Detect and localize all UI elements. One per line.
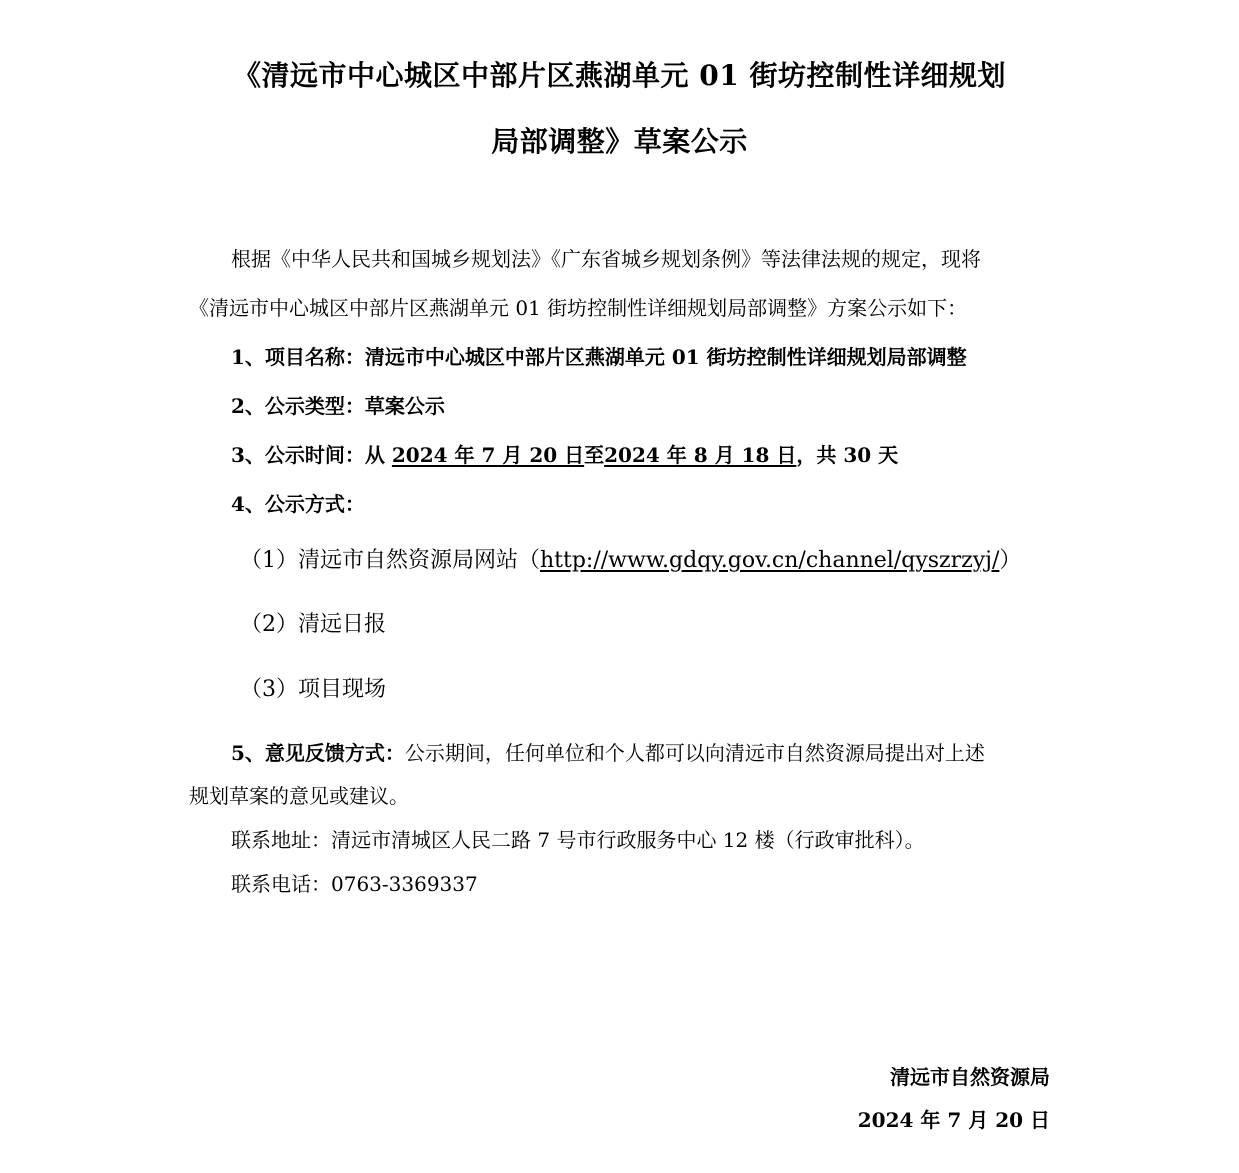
document-title-line-1: 《清远市中心城区中部片区燕湖单元 01 街坊控制性详细规划 [233,59,1006,92]
intro-paragraph-line-2: 《清远市中心城区中部片区燕湖单元 01 街坊控制性详细规划局部调整》方案公示如下： [189,296,968,320]
feedback-text-line-1: 公示期间，任何单位和个人都可以向清远市自然资源局提出对上述 [404,741,985,765]
website-link[interactable]: http://www.gdqy.gov.cn/channel/qyszrzyj/ [540,548,1000,573]
publicity-type-value: 草案公示 [364,394,445,418]
signature-organization: 清远市自然资源局 [890,1065,1050,1089]
feedback-row [231,740,985,766]
feedback-label: 5、意见反馈方式： [231,741,405,765]
publicity-method-label: 4、公示方式： [231,492,365,516]
project-name-row [231,344,967,370]
publicity-time-from: 从 [364,443,392,467]
document-title-line-2: 局部调整》草案公示 [491,125,748,158]
feedback-text-line-2: 规划草案的意见或建议。 [189,784,409,808]
publicity-end-date: 2024 年 8 月 18 日 [604,443,797,467]
contact-address: 联系地址：清远市清城区人民二路 7 号市行政服务中心 12 楼（行政审批科）。 [231,828,925,852]
method-item-newspaper: （2）清远日报 [240,612,386,637]
publicity-total-days: ，共 30 天 [796,443,899,467]
publicity-type-row [231,393,445,419]
publicity-start-date: 2024 年 7 月 20 日 [391,443,585,467]
publicity-type-label: 2、公示类型： [231,394,365,418]
intro-paragraph-line-1: 根据《中华人民共和国城乡规划法》《广东省城乡规划条例》等法律法规的规定，现将 [231,247,981,271]
publicity-time-row [231,442,898,468]
publicity-time-to: 至 [584,443,605,467]
method-item-website [240,547,1021,575]
method-website-suffix: ） [999,548,1022,573]
project-name-value: 清远市中心城区中部片区燕湖单元 01 街坊控制性详细规划局部调整 [364,345,967,369]
contact-phone: 联系电话：0763-3369337 [231,872,478,896]
project-name-label: 1、项目名称： [231,345,365,369]
signature-date: 2024 年 7 月 20 日 [857,1108,1050,1132]
method-item-site: （3）项目现场 [240,677,386,702]
publicity-time-label: 3、公示时间： [231,443,365,467]
method-website-prefix: （1）清远市自然资源局网站（ [240,548,540,573]
